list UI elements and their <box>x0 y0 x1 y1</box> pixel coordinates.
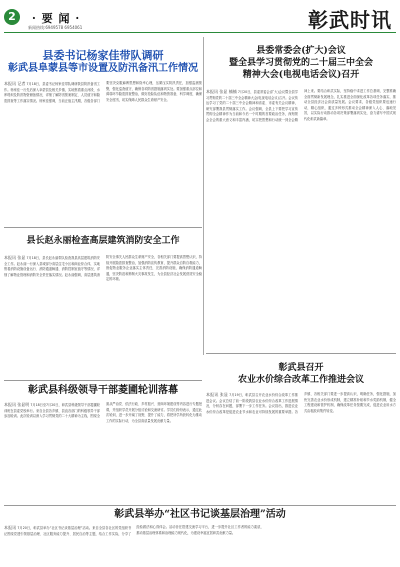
divider <box>4 380 202 381</box>
article-county-chief <box>4 235 202 385</box>
article-body <box>4 525 396 561</box>
article-text: 7月19日，彰武县召开农业水价综合改革工作推进会议。会议总结了前一阶段我县农业水价综合改革工作进展情况，分析存在问题，部署下一步工作任务。会议指出，推进农业水价综合改革是促进农业节水和农业可持续发展的重要举措。各乡镇、各相关部门要进一步提高认识，明确任务，强化措施，加快完善农业水价形成机制，建立精准补贴和节水奖励机制，健全工程建设和管护机制，确保改革任务按期完成，促进农业用水方式由粗放向集约转变。 <box>206 392 396 414</box>
article-text: 7月20日，彰武县举办“社区书记谈基层治理”活动。来自全县各社区的党组织书记围绕党建引领基层治理、社区服务能力提升、居民自治等主题，结合工作实际，分享了经验做法和心得体会。活动旨在搭建交流学习平台，进一步提升社区工作者的能力素质，推动基层治理体系和治理能力现代化，为建设幸福宜居彰武贡献力量。 <box>4 525 264 536</box>
article-title: 彰武县召开 <box>278 363 324 373</box>
article-title: 彰武县举办“社区书记谈基层治理”活动 <box>114 509 286 520</box>
article-text: 7月18日，县委书记杨家佳带队调研我县防汛备汛工作。杨家佳一行先后深入阜蒙县及相关乡镇，实地察看重点河段、水库堤坝及防汛物资储备情况，详细了解防汛预案制定、人员值守和隐患排查等工作落实情况。杨家佳强调，当前正值主汛期，各级各部门要坚决克服麻痹思想和侥幸心理，压紧压实防汛责任，加强监测预警，强化巡查值守，确保各项防汛措施落到实处。要加强重点部位和薄弱环节隐患排查整治，做好抢险队伍和物资准备，科学调度，确保安全度汛，切实保障人民群众生命财产安全。 <box>4 81 202 103</box>
article-byline: 本报讯 张显 <box>206 392 228 397</box>
article-body <box>4 402 202 497</box>
article-subtitle: 农业水价综合改革工作推进会议 <box>237 375 364 385</box>
article-body <box>4 81 202 156</box>
article-body <box>206 392 396 492</box>
divider <box>206 353 396 354</box>
article-subtitle: 彰武县阜蒙县等市设置及防汛备汛工作情况 <box>8 63 198 74</box>
article-water-price <box>206 362 396 502</box>
divider <box>4 227 202 228</box>
article-byline: 本报讯 张显明 <box>4 402 30 407</box>
article-county-secretary <box>4 49 202 161</box>
article-body <box>4 255 202 370</box>
article-party-meeting <box>206 45 396 345</box>
article-title-line2: 暨全县学习贯彻党的二十届三中全会 <box>228 58 373 68</box>
article-byline: 本报讯 张显 <box>4 255 26 260</box>
article-community <box>4 505 396 565</box>
masthead-logo: 彰武时讯 <box>308 8 392 32</box>
article-byline: 本报讯 <box>4 525 17 530</box>
column-divider <box>203 37 204 355</box>
article-text: 7月18日至7月20日，彰武县科级领导干部菱圃轮训班在县委党校举行。来自全县各乡镇、县直各部门的科级领导干部参加轮训。此次轮训以深入学习贯彻党的二十大精神为主线，围绕全面从严治党、依法行政、乡村振兴、营商环境建设等内容进行专题授课，并组织学员开展分组讨论和交流研讨。学员们纷纷表示，通过此次轮训，进一步开阔了视野，提升了能力，将把所学所获转化为推动工作的实际行动，为全县高质量发展贡献力量。 <box>4 402 202 423</box>
divider <box>4 505 396 506</box>
article-title: 县委书记杨家佳带队调研 <box>42 49 164 62</box>
page-header <box>0 0 400 34</box>
page-number: 2 <box>4 9 20 25</box>
article-byline: 本报讯 张显 楠楠 <box>206 89 237 94</box>
article-title: 彰武县科级领导干部菱圃轮训落幕 <box>28 385 178 396</box>
article-title: 县委常委会(扩大)会议 <box>256 46 346 56</box>
section-name: · 要 闻 · <box>32 12 81 25</box>
article-byline: 本报讯 记者 <box>4 81 26 86</box>
article-title: 县长赵永丽检查高层建筑消防安全工作 <box>26 236 180 246</box>
article-text: 7月18日，县长赵永丽带队检查我县高层建筑消防安全工作。赵永丽一行深入县城部分高层住宅小区和商业综合体，实地察看消防设施设备运行、消防通道畅通、消防控制室值守等情况，详细了解物业管理和消防安全责任落实情况。赵永丽强调，高层建筑消防安全事关人民群众生命财产安全，各相关部门要提高思想认识，持续开展隐患排查整治，加强消防宣传教育，提升群众自防自救能力，督促物业服务企业落实主体责任，完善消防设施，确保消防通道畅通，坚决防范和遏制火灾事故发生，为全县经济社会发展营造安全稳定的环境。 <box>4 255 202 282</box>
article-cadre-training <box>4 380 202 500</box>
article-title-line3: 精神大会(电视电话会议)召开 <box>242 70 360 80</box>
hotline-info: 新闻热线:6949578 6954061 <box>28 25 83 30</box>
header-rule <box>4 32 396 33</box>
article-text: 7月20日，县委常委会(扩大)会议暨全县学习贯彻党的二十届三中全会精神大会(电视电话会议)召开。会议传达学习了党的二十届三中全会精神和省委、市委有关会议精神，研究部署我县贯彻落实工作。会议强调，全县上下要把学习宣传贯彻全会精神作为当前和今后一个时期的首要政治任务，深刻领会全会的重大意义和丰富内涵，切实把思想和行动统一到全会精神上来。要结合彰武实际，坚持稳中求进工作总基调，完整准确全面贯彻新发展理念，扎实推进全面深化改革各项任务落实，推动全县经济社会高质量发展。会议要求，各级党组织要迅速行动，精心组织，通过多种形式推动全会精神深入人心、落地见效，以实际行动推动各项决策部署落到实处，奋力谱写中国式现代化彰武新篇章。 <box>206 89 396 122</box>
article-body <box>206 89 396 334</box>
